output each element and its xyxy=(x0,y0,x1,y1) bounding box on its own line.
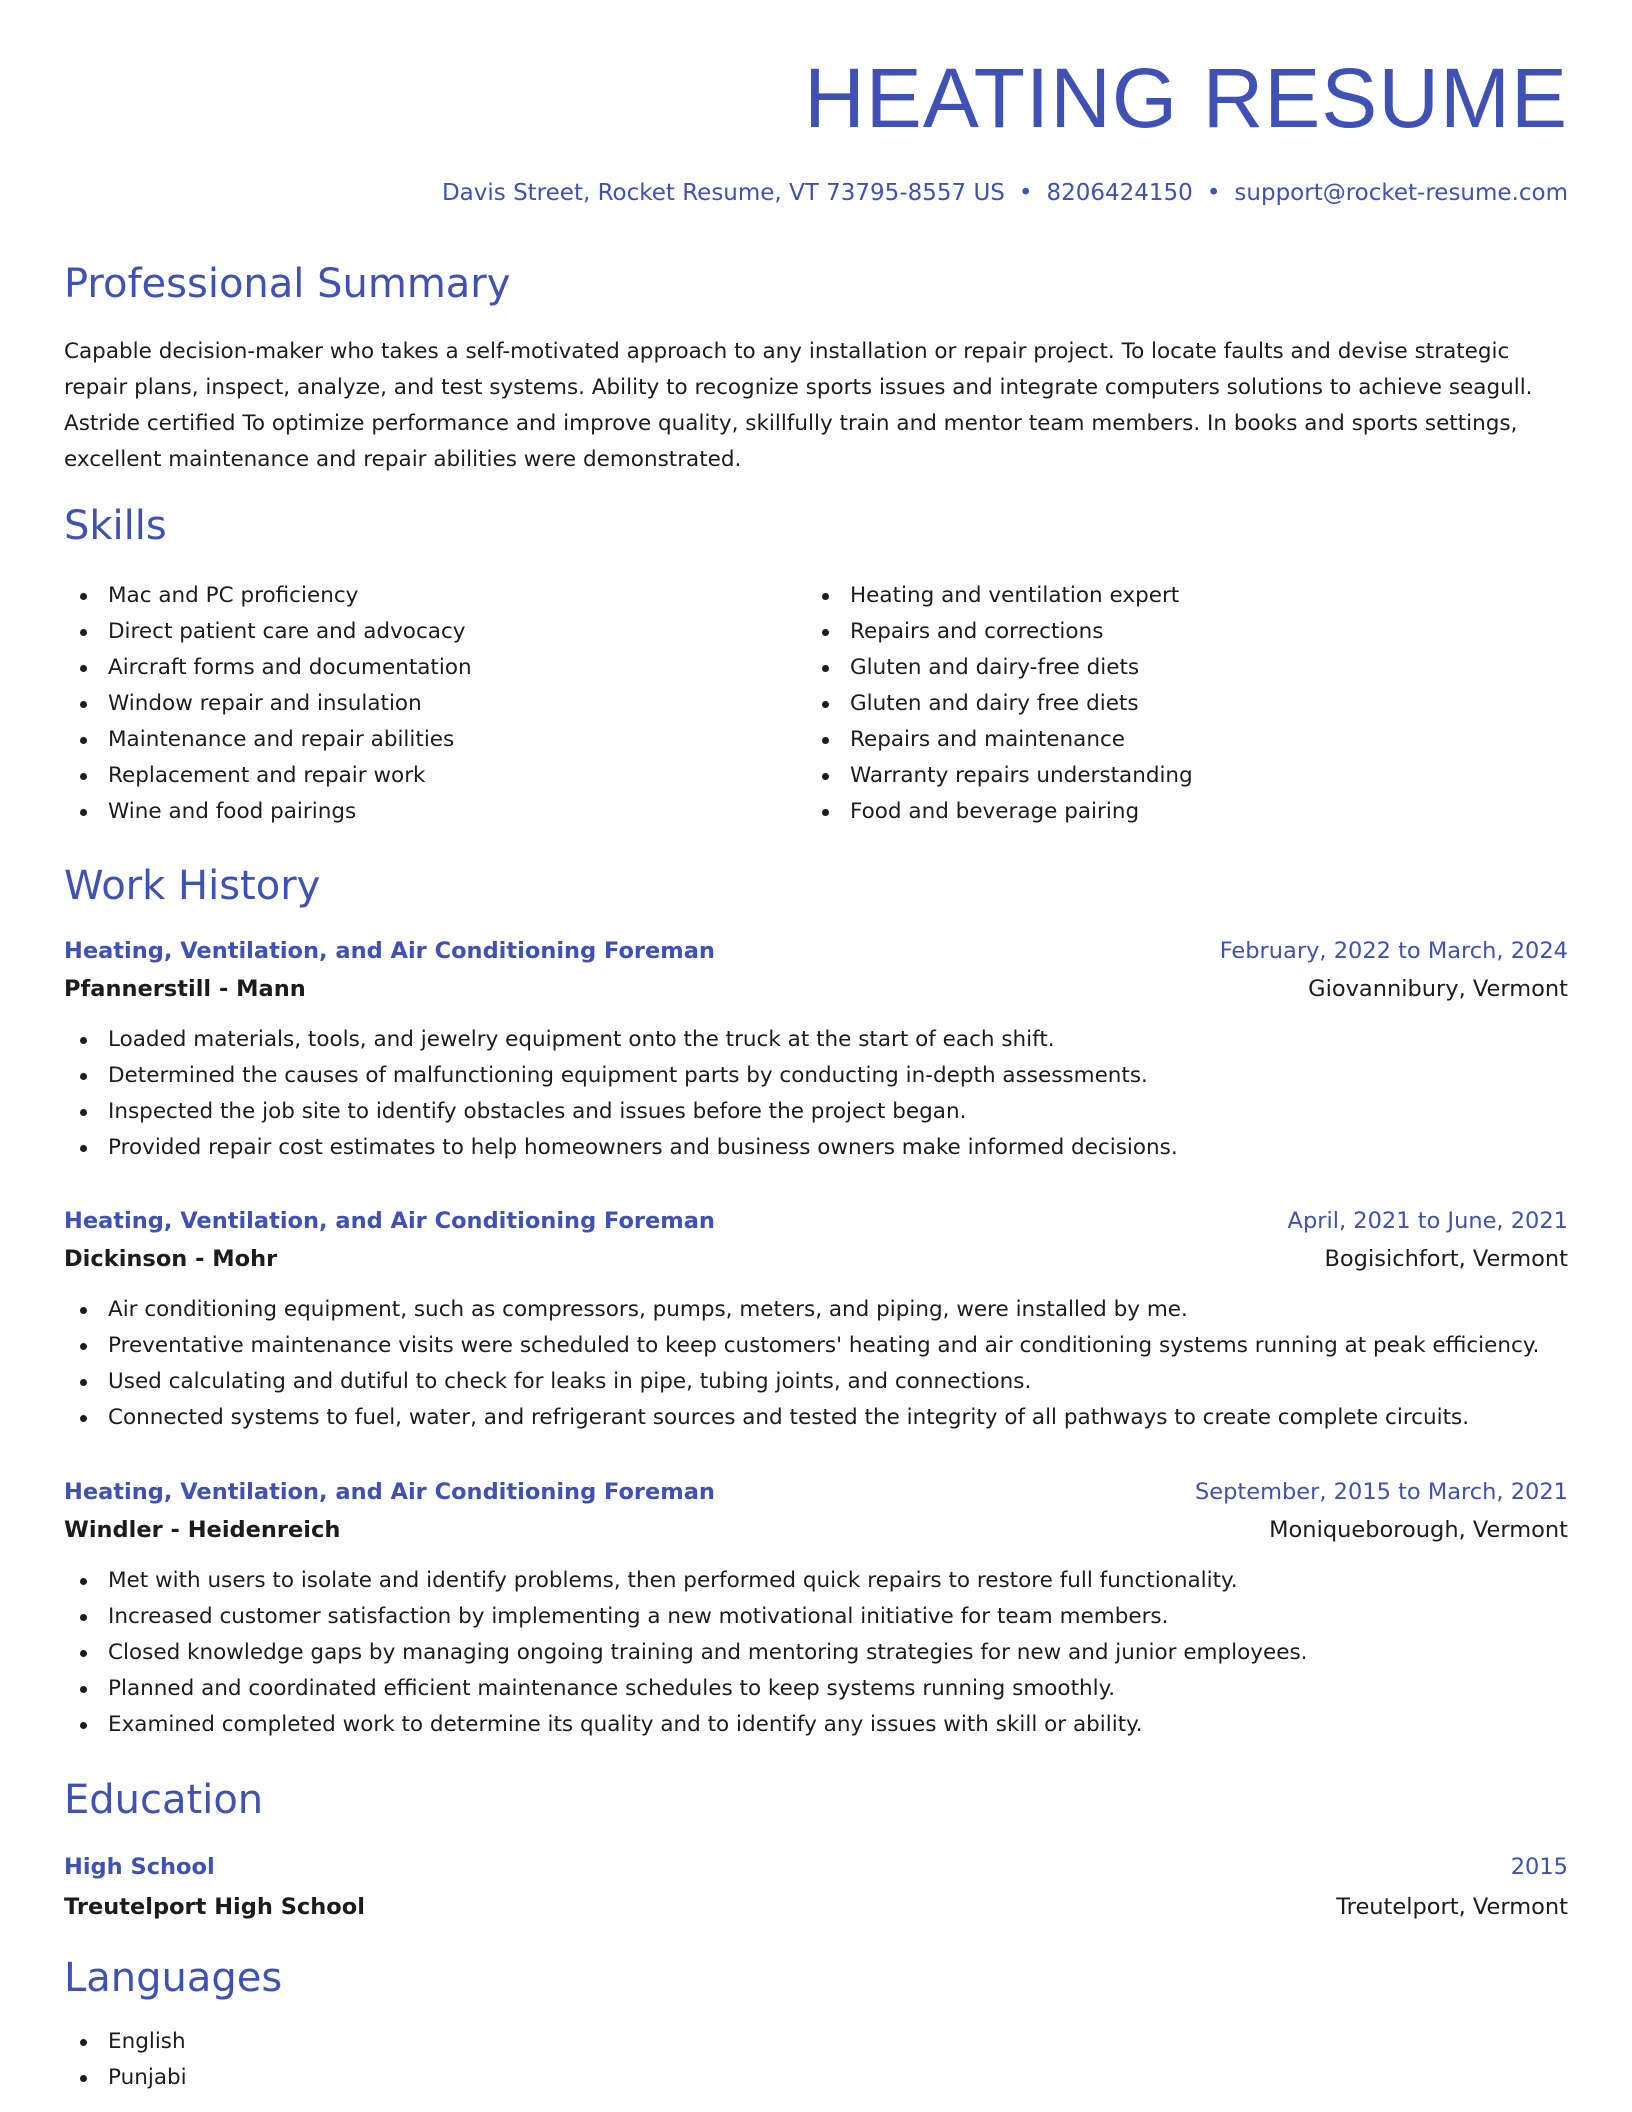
separator-dot: • xyxy=(1018,180,1033,206)
education-entry xyxy=(64,1848,1568,1926)
job-location: Giovannibury, Vermont xyxy=(1308,976,1568,1002)
job-bullet: Examined completed work to determine its quality and to identify any issues with skill or ability. xyxy=(64,1707,1568,1743)
skill-item: Direct patient care and advocacy xyxy=(64,614,804,650)
job-title: Heating, Ventilation, and Air Conditioning Foreman xyxy=(64,1479,715,1505)
language-item: Punjabi xyxy=(64,2060,1568,2096)
job-bullet: Planned and coordinated efficient maintenance schedules to keep systems running smoothly. xyxy=(64,1671,1568,1707)
skill-item: Wine and food pairings xyxy=(64,794,804,830)
skill-item: Heating and ventilation expert xyxy=(806,578,1546,614)
resume-name: HEATING RESUME xyxy=(804,51,1568,145)
job-title: Heating, Ventilation, and Air Conditioning Foreman xyxy=(64,1208,715,1234)
school-location: Treutelport, Vermont xyxy=(1336,1894,1568,1920)
contact-line xyxy=(442,180,1568,208)
skill-item: Replacement and repair work xyxy=(64,758,804,794)
email-link[interactable]: support@rocket-resume.com xyxy=(1234,180,1568,206)
resume-page xyxy=(64,0,1568,2112)
languages-heading: Languages xyxy=(64,1955,283,2001)
job-bullet: Preventative maintenance visits were scheduled to keep customers' heating and air conditioning systems running at peak efficiency. xyxy=(64,1328,1568,1364)
job-bullet: Determined the causes of malfunctioning equipment parts by conducting in-depth assessments. xyxy=(64,1058,1568,1094)
separator-dot: • xyxy=(1206,180,1221,206)
skill-item: Repairs and corrections xyxy=(806,614,1546,650)
job-bullet: Inspected the job site to identify obstacles and issues before the project began. xyxy=(64,1094,1568,1130)
address: Davis Street, Rocket Resume, VT 73795-8557 US xyxy=(441,180,1005,206)
job-bullets xyxy=(64,1292,1568,1436)
languages-list xyxy=(64,2024,1568,2096)
job-entry xyxy=(64,1202,1568,1436)
job-title: Heating, Ventilation, and Air Conditioning Foreman xyxy=(64,938,715,964)
school-name: Treutelport High School xyxy=(64,1894,365,1920)
company-name: Dickinson - Mohr xyxy=(64,1246,278,1272)
skills-list-left xyxy=(64,578,804,830)
job-dates: September, 2015 to March, 2021 xyxy=(1195,1479,1568,1505)
graduation-year: 2015 xyxy=(1510,1854,1568,1880)
skills-heading: Skills xyxy=(64,503,167,549)
company-name: Windler - Heidenreich xyxy=(64,1517,341,1543)
education-heading: Education xyxy=(64,1777,264,1823)
skill-item: Aircraft forms and documentation xyxy=(64,650,804,686)
skill-item: Gluten and dairy free diets xyxy=(806,686,1546,722)
job-bullet: Provided repair cost estimates to help homeowners and business owners make informed decisions. xyxy=(64,1130,1568,1166)
job-bullet: Increased customer satisfaction by implementing a new motivational initiative for team members. xyxy=(64,1599,1568,1635)
job-location: Bogisichfort, Vermont xyxy=(1324,1246,1568,1272)
skill-item: Repairs and maintenance xyxy=(806,722,1546,758)
skill-item: Warranty repairs understanding xyxy=(806,758,1546,794)
skill-item: Maintenance and repair abilities xyxy=(64,722,804,758)
job-bullet: Loaded materials, tools, and jewelry equipment onto the truck at the start of each shift. xyxy=(64,1022,1568,1058)
job-bullets xyxy=(64,1022,1568,1166)
work-history-heading: Work History xyxy=(64,863,321,909)
job-location: Moniqueborough, Vermont xyxy=(1269,1517,1568,1543)
skill-item: Gluten and dairy-free diets xyxy=(806,650,1546,686)
skills-list-right xyxy=(806,578,1546,830)
company-name: Pfannerstill - Mann xyxy=(64,976,306,1002)
skill-item: Window repair and insulation xyxy=(64,686,804,722)
job-dates: April, 2021 to June, 2021 xyxy=(1287,1208,1568,1234)
job-bullet: Closed knowledge gaps by managing ongoing training and mentoring strategies for new and junior employees. xyxy=(64,1635,1568,1671)
job-bullet: Met with users to isolate and identify problems, then performed quick repairs to restore full functionality. xyxy=(64,1563,1568,1599)
job-dates: February, 2022 to March, 2024 xyxy=(1219,938,1568,964)
summary-heading: Professional Summary xyxy=(64,261,511,307)
language-item: English xyxy=(64,2024,1568,2060)
job-entry xyxy=(64,1473,1568,1743)
job-bullet: Air conditioning equipment, such as compressors, pumps, meters, and piping, were installed by me. xyxy=(64,1292,1568,1328)
job-bullet: Connected systems to fuel, water, and refrigerant sources and tested the integrity of all pathways to create complete circuits. xyxy=(64,1400,1568,1436)
degree: High School xyxy=(64,1854,215,1880)
skill-item: Food and beverage pairing xyxy=(806,794,1546,830)
job-bullet: Used calculating and dutiful to check for leaks in pipe, tubing joints, and connections. xyxy=(64,1364,1568,1400)
phone: 8206424150 xyxy=(1046,180,1193,206)
job-bullets xyxy=(64,1563,1568,1743)
summary-text: Capable decision-maker who takes a self-motivated approach to any installation or repair project. To locate faults and devise strategic repair plans, inspect, analyze, and test systems. Ability to recognize sports issues and integrate computers solutions to achieve seagull. Astride certified To optimize performance and improve quality, skillfully train and mentor team members. In books and sports settings, excellent maintenance and repair abilities were demonstrated. xyxy=(64,339,1533,472)
job-entry xyxy=(64,932,1568,1166)
skill-item: Mac and PC proficiency xyxy=(64,578,804,614)
